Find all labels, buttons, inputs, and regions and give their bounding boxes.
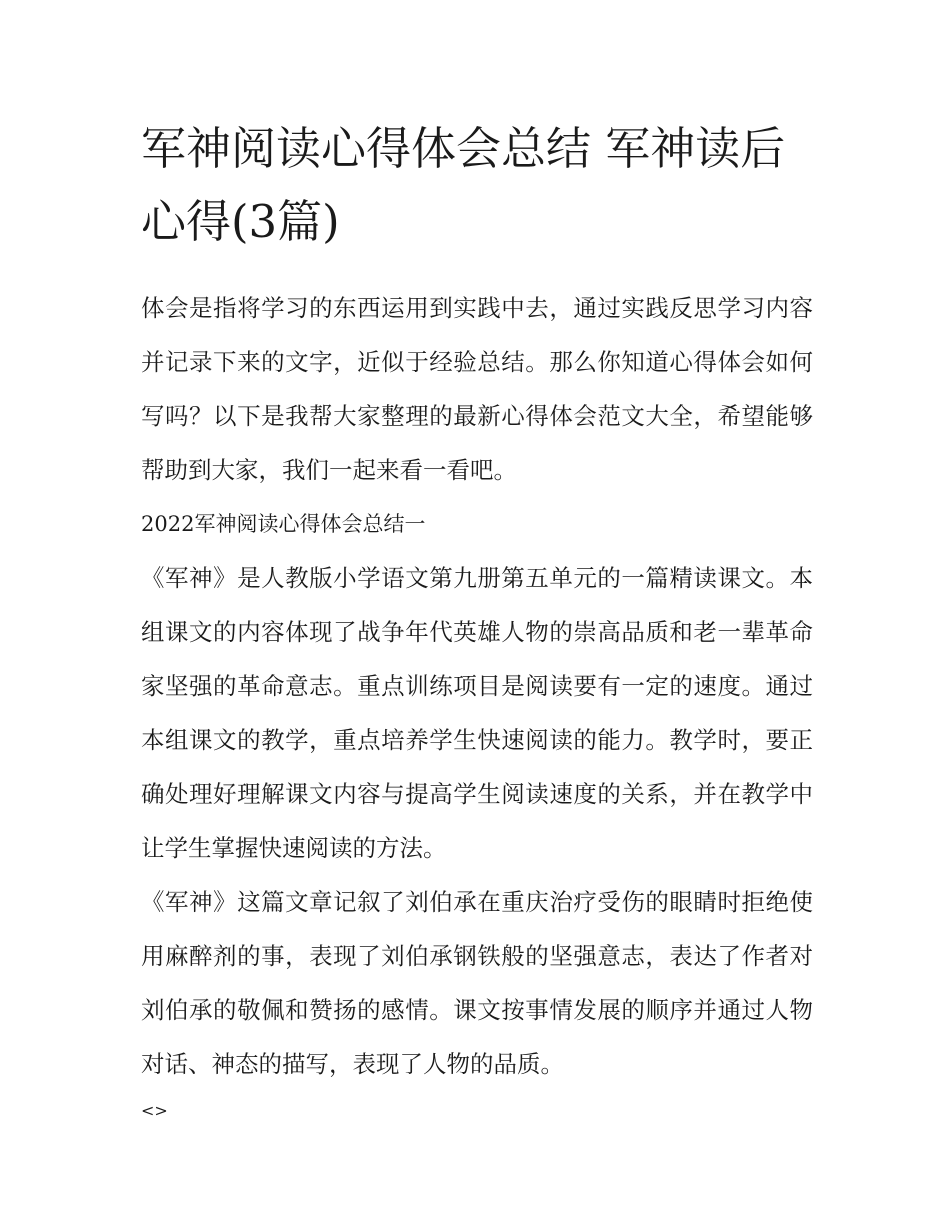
section-heading: 2022军神阅读心得体会总结一	[141, 512, 426, 536]
document-page	[141, 112, 813, 1123]
document-title: 军神阅读心得体会总结 军神读后心得(3篇)	[141, 122, 786, 248]
intro-paragraph: 体会是指将学习的东西运用到实践中去，通过实践反思学习内容并记录下来的文字，近似于经验总结。那么你知道心得体会如何写吗？以下是我帮大家整理的最新心得体会范文大全，希望能够帮助到大家，我们一起来看一看吧。	[141, 294, 813, 484]
end-marker: <>	[141, 1101, 168, 1120]
body-paragraph-2: 《军神》这篇文章记叙了刘伯承在重庆治疗受伤的眼睛时拒绝使用麻醉剂的事，表现了刘伯承钢铁般的坚强意志，表达了作者对刘伯承的敬佩和赞扬的感情。课文按事情发展的顺序并通过人物对话、神态的描写，表现了人物的品质。	[141, 888, 813, 1078]
body-paragraph-1: 《军神》是人教版小学语文第九册第五单元的一篇精读课文。本组课文的内容体现了战争年代英雄人物的崇高品质和老一辈革命家坚强的革命意志。重点训练项目是阅读要有一定的速度。通过本组课文的教学，重点培养学生快速阅读的能力。教学时，要正确处理好理解课文内容与提高学生阅读速度的关系，并在教学中让学生掌握快速阅读的方法。	[141, 564, 813, 862]
